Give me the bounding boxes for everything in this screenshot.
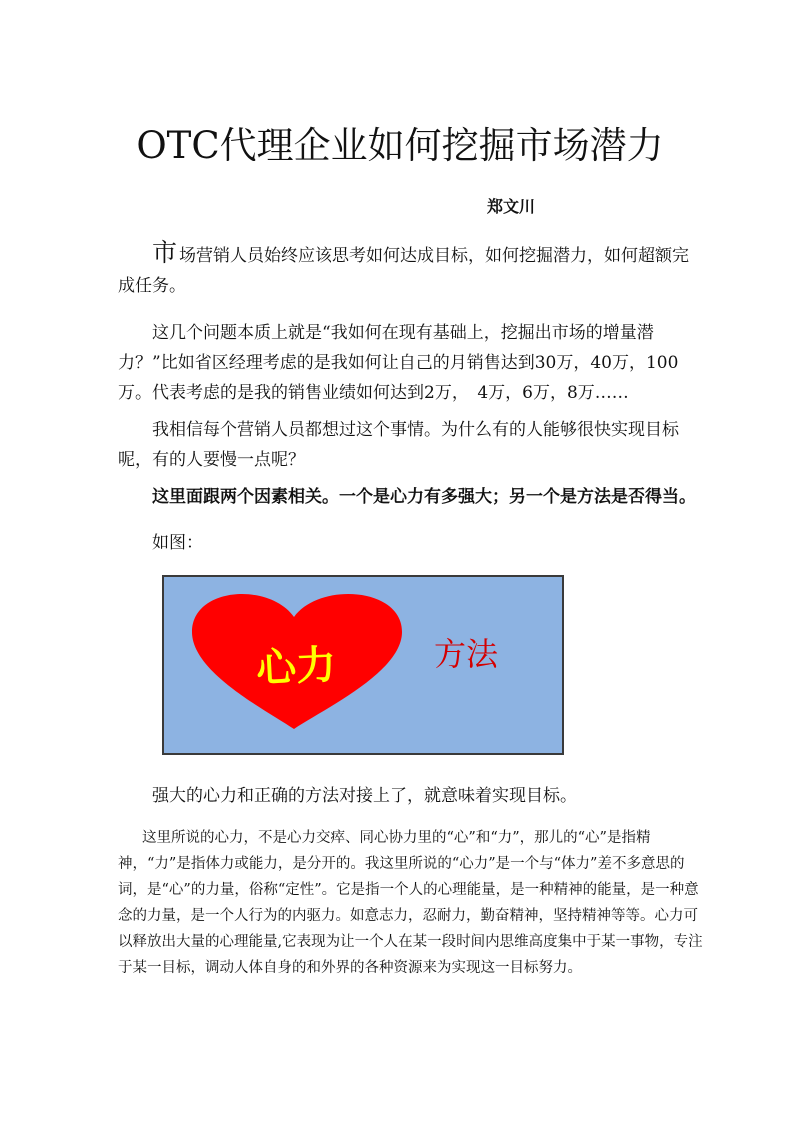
heart-label: 心力 <box>254 641 338 693</box>
paragraph-2: 这几个问题本质上就是“我如何在现有基础上，挖掘出市场的增量潜力？”比如省区经理考虑的是我如何让自己的月销售达到30万，40万，100万。代表考虑的是我的销售业绩如何达到2万， 4万，6万，8万…… <box>118 323 679 403</box>
paragraph-3: 我相信每个营销人员都想过这个事情。为什么有的人能够很快实现目标呢，有的人要慢一点呢？ <box>118 420 679 470</box>
heart-method-figure <box>162 575 564 755</box>
figure-caption-intro: 如图： <box>152 533 203 553</box>
heart-graphic <box>164 577 564 755</box>
paragraph-7: 这里所说的心力，不是心力交瘁、同心协力里的“心”和“力”，那儿的“心”是指精神，“力”是指体力或能力，是分开的。我这里所说的“心力”是一个与“体力”差不多意思的词，是“心”的力量，俗称“定性”。它是指一个人的心理能量，是一种精神的能量，是一种意念的力量，是一个人行为的内驱力。如意志力，忍耐力，勤奋精神，坚持精神等等。心力可以释放出大量的心理能量,它表现为让一个人在某一段时间内思维高度集中于某一事物，专注于某一目标，调动人体自身的和外界的各种资源来为实现这一目标努力。 <box>118 830 703 976</box>
drop-cap: 市 <box>152 238 178 267</box>
paragraph-4-bold: 这里面跟两个因素相关。一个是心力有多强大；另一个是方法是否得当。 <box>152 487 696 507</box>
paragraph-1-text: 场营销人员始终应该思考如何达成目标，如何挖掘潜力，如何超额完成任务。 <box>118 246 690 296</box>
author-name: 郑文川 <box>487 197 536 216</box>
method-label: 方法 <box>434 635 499 673</box>
paragraph-1 <box>118 238 698 301</box>
paragraph-6: 强大的心力和正确的方法对接上了，就意味着实现目标。 <box>152 786 577 806</box>
document-title: OTC代理企业如何挖掘市场潜力 <box>136 124 664 167</box>
